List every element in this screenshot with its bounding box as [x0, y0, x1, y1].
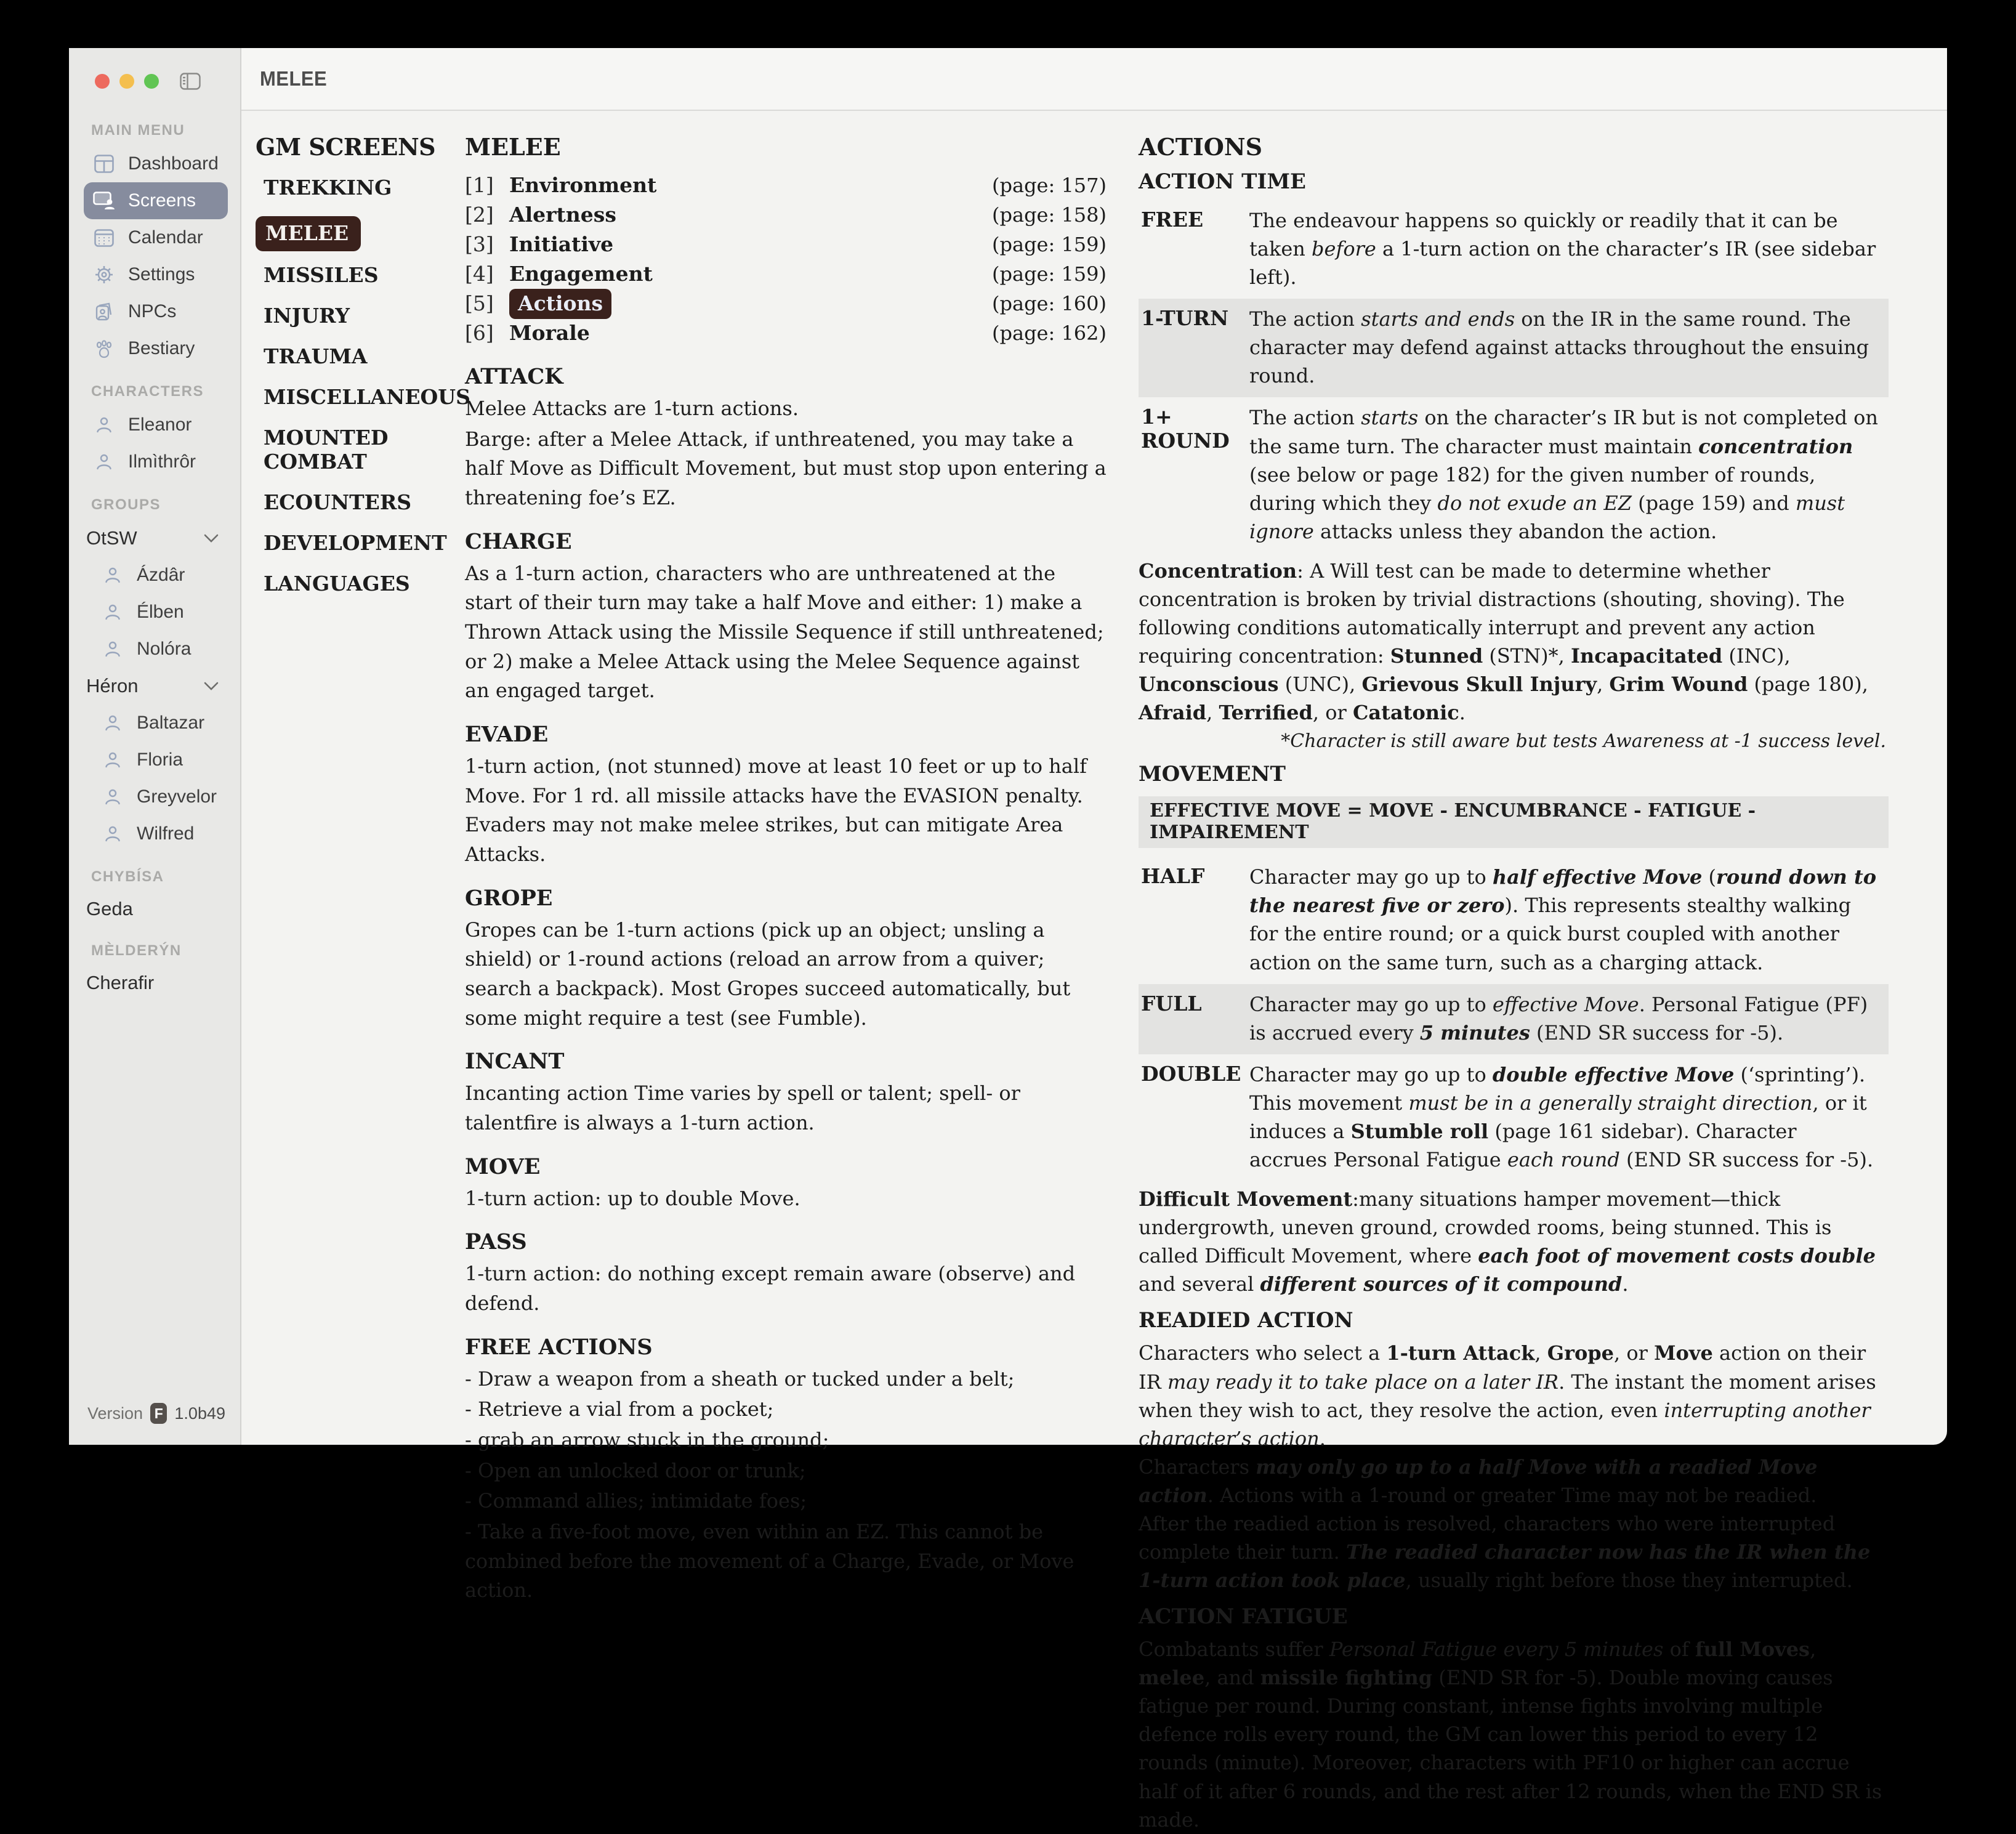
toc-label: Alertness — [509, 203, 616, 227]
main-area — [241, 48, 1947, 1832]
sidebar-item-wilfred[interactable] — [84, 815, 228, 852]
toc-number: [2] — [465, 203, 494, 227]
gm-screens-nav — [256, 133, 470, 1834]
section-heading-move: MOVE — [465, 1153, 541, 1179]
nav-item-development[interactable]: DEVELOPMENT — [264, 531, 447, 555]
sidebar-item-label: Cherafir — [86, 972, 155, 993]
toc-selected-pill: Actions — [509, 289, 611, 319]
awareness-footnote: *Character is still aware but tests Awareness at -1 success level. — [1281, 730, 1886, 753]
zoom-button[interactable] — [144, 74, 159, 89]
sidebar-group-heron[interactable] — [84, 668, 228, 705]
sidebar-section-chybisa — [69, 852, 240, 926]
toc-number: [3] — [465, 232, 494, 256]
person-icon — [92, 450, 116, 474]
toc-page-ref: (page: 158) — [992, 203, 1107, 227]
nav-title: GM SCREENS — [256, 133, 436, 161]
free-action-bullet: - grab an arrow stuck in the ground; — [465, 1428, 829, 1452]
article-title: MELEE — [465, 133, 561, 161]
person-icon — [101, 748, 124, 772]
sidebar-toggle-icon[interactable] — [180, 73, 201, 90]
sidebar-item-geda[interactable] — [84, 892, 228, 926]
sidebar-item-label: Ilmìthrôr — [128, 451, 196, 472]
sidebar — [69, 48, 241, 1445]
free-action-bullet: - Take a five-foot move, even within an EZ. This cannot be combined before the movement of a Charge, Evade, or Move action. — [465, 1520, 1075, 1602]
effective-move-formula: EFFECTIVE MOVE = MOVE - ENCUMBRANCE - FATIGUE - IMPAIREMENT — [1139, 796, 1889, 848]
sidebar-item-label: Eleanor — [128, 414, 192, 435]
sidebar-item-settings[interactable] — [84, 256, 228, 293]
sidebar-section-characters — [69, 367, 240, 480]
readied-paragraph: After the readied action is resolved, characters who were interrupted complete their turn. The readied character now has the IR when the 1-turn action took place, usually right before those they interrupted. — [1139, 1511, 1871, 1593]
row-description: The action starts on the character’s IR but is not completed on the same turn. The character must maintain concentration (see below or page 182) for the given number of rounds, during which they do not exude an EZ (page 159) and must ignore attacks unless they abandon the action. — [1249, 406, 1878, 543]
free-action-bullet: - Draw a weapon from a sheath or tucked under a belt; — [465, 1367, 1015, 1391]
sidebar-item-elben[interactable] — [84, 594, 228, 631]
toc-row-environment[interactable] — [465, 171, 1107, 200]
paw-icon — [92, 337, 116, 360]
action-time-row-1-turn — [1139, 299, 1889, 397]
dashboard-icon — [92, 152, 116, 176]
free-action-bullet: - Retrieve a vial from a pocket; — [465, 1397, 774, 1421]
readied-paragraph: Characters who select a 1-turn Attack, Grope, or Move action on their IR may ready it to take place on a later IR. The instant the moment arises when they wish to act, they resolve the action, even interrupting another character’s action. — [1139, 1341, 1876, 1450]
npcs-icon — [92, 300, 116, 323]
gear-icon — [92, 263, 116, 286]
toc-label: Morale — [509, 321, 590, 345]
calendar-icon — [92, 226, 116, 249]
readied-paragraph: Characters may only go up to a half Move with a readied Move action. Actions with a 1-round or greater Time may not be readied. — [1139, 1455, 1818, 1507]
sidebar-item-label: Bestiary — [128, 338, 195, 358]
paragraph: Barge: after a Melee Attack, if unthreatened, you may take a half Move as Difficult Movement, but must stop upon entering a threatening foe’s EZ. — [465, 427, 1107, 510]
toc-label — [509, 289, 992, 318]
paragraph: Incanting action Time varies by spell or talent; spell- or talentfire is always a 1-turn action. — [465, 1081, 1020, 1135]
window-title: MELEE — [260, 67, 328, 90]
nav-item-injury[interactable]: INJURY — [264, 304, 350, 328]
sidebar-item-label: Dashboard — [128, 153, 219, 174]
nav-item-languages[interactable]: LANGUAGES — [264, 572, 410, 596]
toc-label: Environment — [509, 173, 657, 197]
sidebar-item-screens[interactable] — [84, 182, 228, 219]
sidebar-item-label: Greyvelor — [137, 786, 217, 807]
readied-action-heading: READIED ACTION — [1139, 1308, 1353, 1333]
action-time-heading: ACTION TIME — [1139, 169, 1306, 194]
nav-item-missiles[interactable]: MISSILES — [264, 263, 379, 287]
sidebar-item-greyvelor[interactable] — [84, 778, 228, 815]
row-description: The action starts and ends on the IR in the same round. The character may defend against attacks throughout the ensuing round. — [1249, 307, 1869, 388]
difficult-movement-paragraph: Difficult Movement:many situations hamper movement—thick undergrowth, uneven ground, crowded rooms, being stunned. This is called Difficult Movement, where each foot of movement costs double and several different sources of it compound. — [1139, 1187, 1876, 1296]
group-label: Héron — [86, 675, 139, 697]
chevron-down-icon[interactable] — [203, 681, 219, 691]
titlebar — [241, 48, 1947, 111]
sidebar-item-bestiary[interactable] — [84, 330, 228, 367]
free-action-bullet: - Command allies; intimidate foes; — [465, 1489, 807, 1513]
sidebar-section-groups — [69, 480, 240, 852]
nav-item-ecounters[interactable]: ECOUNTERS — [264, 490, 412, 514]
sidebar-item-calendar[interactable] — [84, 219, 228, 256]
close-button[interactable] — [95, 74, 110, 89]
person-icon — [101, 600, 124, 624]
sidebar-group-otsw[interactable] — [84, 520, 228, 557]
section-heading-incant: INCANT — [465, 1049, 565, 1075]
sidebar-item-baltazar[interactable] — [84, 705, 228, 741]
row-label: FULL — [1141, 991, 1202, 1016]
sidebar-item-label: Élben — [137, 602, 184, 622]
section-heading-evade: EVADE — [465, 722, 549, 748]
toc-row-actions[interactable] — [465, 289, 1107, 318]
toc-number: [6] — [465, 321, 494, 345]
free-action-bullet: - Open an unlocked door or trunk; — [465, 1458, 806, 1482]
toc-page-ref: (page: 159) — [992, 262, 1107, 286]
minimize-button[interactable] — [119, 74, 134, 89]
action-fatigue-heading: ACTION FATIGUE — [1139, 1604, 1348, 1630]
screens-icon — [92, 189, 116, 212]
person-icon — [101, 564, 124, 587]
toc-label: Initiative — [509, 232, 614, 256]
section-label: GROUPS — [91, 496, 161, 513]
paragraph: Gropes can be 1-turn actions (pick up an object; unsling a shield) or 1-round actions (reload an arrow from a quiver; search a backpack). Most Gropes succeed automatically, but some might require a test (see Fumble). — [465, 918, 1071, 1030]
sidebar-item-label: Wilfred — [137, 823, 195, 844]
fatigue-paragraph: Combatants suffer Personal Fatigue every 5 minutes of full Moves, melee, and missile fighting (END SR for -5). Double moving causes fatigue per round. During constant, intense fights involving multiple defence rolls every round, the GM can lower this period to every 12 rounds (minute). Moreover, characters with PF10 or higher can accrue half of it after 6 rounds, and the rest after 12 rounds, when the END SR is made. — [1139, 1638, 1882, 1832]
sidebar-item-label: Floria — [137, 749, 183, 770]
movement-row-full — [1139, 984, 1889, 1054]
toc-page-ref: (page: 160) — [992, 292, 1107, 315]
nav-item-trekking[interactable]: TREKKING — [264, 176, 392, 200]
app-window — [69, 48, 1947, 1832]
section-label: MÈLDERÝN — [91, 942, 182, 959]
sidebar-item-dashboard[interactable] — [84, 145, 228, 182]
person-icon — [101, 785, 124, 809]
paragraph: Melee Attacks are 1-turn actions. — [465, 397, 799, 420]
toc-page-ref: (page: 159) — [992, 233, 1107, 256]
sidebar-item-label: Geda — [86, 898, 133, 919]
row-label: DOUBLE — [1141, 1061, 1241, 1086]
row-description: Character may go up to effective Move. Personal Fatigue (PF) is accrued every 5 minutes (END SR success for -5). — [1249, 992, 1868, 1044]
chevron-down-icon[interactable] — [203, 533, 219, 543]
row-label: HALF — [1141, 864, 1205, 889]
toc-row-engagement[interactable] — [465, 259, 1107, 289]
sidebar-item-label: Nolóra — [137, 639, 192, 659]
toc-page-ref: (page: 157) — [992, 174, 1107, 197]
row-label: 1-TURN — [1141, 306, 1229, 331]
section-heading-free-actions: FREE ACTIONS — [465, 1334, 653, 1360]
movement-heading: MOVEMENT — [1139, 762, 1286, 787]
toc-number: [4] — [465, 262, 494, 286]
person-icon — [92, 413, 116, 437]
paragraph: 1-turn action: do nothing except remain aware (observe) and defend. — [465, 1262, 1076, 1315]
row-description: The endeavour happens so quickly or readily that it can be taken before a 1-turn action on the character’s IR (see sidebar left). — [1249, 209, 1876, 289]
section-label: CHARACTERS — [91, 383, 204, 400]
toc-page-ref: (page: 162) — [992, 321, 1107, 345]
person-icon — [101, 822, 124, 846]
sidebar-item-label: Settings — [128, 264, 195, 285]
paragraph: 1-turn action: up to double Move. — [465, 1186, 800, 1210]
nav-item-melee[interactable]: MELEE — [256, 216, 361, 251]
version-badge: F — [150, 1403, 167, 1424]
section-heading-grope: GROPE — [465, 885, 553, 911]
section-label: CHYBÍSA — [91, 868, 164, 885]
sidebar-item-label: Ázdâr — [137, 565, 185, 585]
melee-article — [465, 133, 1129, 1834]
sidebar-item-azdar[interactable] — [84, 557, 228, 594]
row-description: Character may go up to double effective Move (‘sprinting’). This movement must be in a generally straight direction, or it induces a Stumble roll (page 161 sidebar). Character accrues Personal Fatigue each round (END SR success for -5). — [1249, 1062, 1874, 1172]
group-label: OtSW — [86, 527, 137, 549]
action-time-row-1-plus-round — [1139, 397, 1889, 552]
nav-item-trauma[interactable]: TRAUMA — [264, 344, 368, 368]
sidebar-item-floria[interactable] — [84, 741, 228, 778]
sidebar-item-ilmithror[interactable] — [84, 443, 228, 480]
version-number: 1.0b49 — [174, 1404, 225, 1423]
concentration-paragraph: Concentration: A Will test can be made to determine whether concentration is broken by trivial distractions (shouting, shoving). The following conditions automatically interrupt and prevent any action requiring concentration: Stunned (STN)*, Incapacitated (INC), Unconscious (UNC), Grievous Skull Injury, Grim Wound (page 180), Afraid, Terrified, or Catatonic. — [1139, 559, 1868, 725]
toc-number: [1] — [465, 173, 494, 197]
movement-row-double — [1139, 1054, 1889, 1181]
section-heading-pass: PASS — [465, 1229, 527, 1255]
toc-label: Engagement — [509, 262, 653, 286]
row-label: 1+ ROUND — [1141, 405, 1230, 453]
sidebar-item-cherafir[interactable] — [84, 966, 228, 1000]
actions-heading: ACTIONS — [1139, 133, 1263, 161]
sidebar-item-label: Baltazar — [137, 713, 205, 733]
sidebar-item-label: NPCs — [128, 301, 177, 321]
section-heading-charge: CHARGE — [465, 528, 572, 554]
paragraph: 1-turn action, (not stunned) move at least 10 feet or up to half Move. For 1 rd. all missile attacks have the EVASION penalty. Evaders may not make melee strikes, but can mitigate Area Attacks. — [465, 754, 1087, 867]
nav-item-miscellaneous[interactable]: MISCELLANEOUS — [264, 385, 470, 409]
person-icon — [101, 711, 124, 735]
sidebar-item-npcs[interactable] — [84, 293, 228, 330]
toc-number: [5] — [465, 291, 494, 315]
sidebar-item-label: Calendar — [128, 227, 203, 248]
content-area — [241, 111, 1947, 1834]
toc-row-alertness[interactable] — [465, 200, 1107, 230]
sidebar-item-label: Screens — [128, 190, 196, 211]
sidebar-item-nolora[interactable] — [84, 631, 228, 668]
section-label: MAIN MENU — [91, 122, 185, 139]
version-info — [69, 1391, 240, 1445]
actions-panel — [1129, 133, 1889, 1834]
paragraph: As a 1-turn action, characters who are unthreatened at the start of their turn may take a half Move and either: 1) make a Thrown Attack using the Missile Sequence if still unthreatened; or 2) make a Melee Attack using the Melee Sequence against an engaged target. — [465, 561, 1104, 703]
sidebar-section-main-menu — [69, 106, 240, 367]
nav-item-mounted-combat[interactable]: MOUNTED COMBAT — [264, 426, 389, 474]
toc-row-morale[interactable] — [465, 318, 1107, 348]
row-label: FREE — [1141, 208, 1204, 232]
titlebar-controls — [69, 48, 240, 106]
version-label: Version — [87, 1404, 143, 1423]
sidebar-section-melderyn — [69, 926, 240, 1000]
action-time-row-free — [1139, 200, 1889, 299]
section-heading-attack: ATTACK — [465, 364, 563, 389]
person-icon — [101, 637, 124, 661]
row-description: Character may go up to half effective Move (round down to the nearest five or zero). This represents stealthy walking for the entire round; or a quick burst coupled with another action on the same turn, such as a charging attack. — [1249, 865, 1877, 974]
movement-row-half — [1139, 857, 1889, 984]
sidebar-item-eleanor[interactable] — [84, 406, 228, 443]
toc-row-initiative[interactable] — [465, 230, 1107, 259]
